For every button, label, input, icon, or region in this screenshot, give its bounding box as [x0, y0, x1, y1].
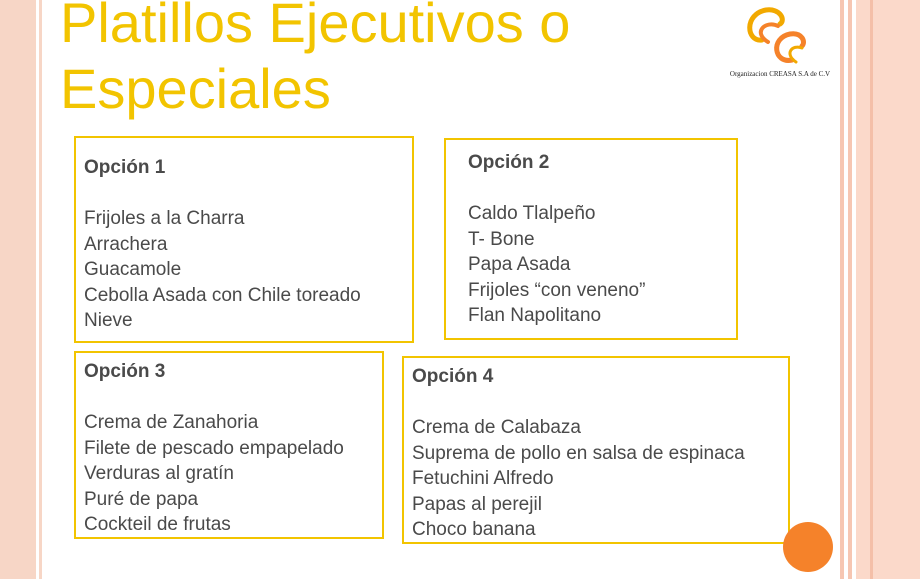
logo-caption: Organizacion CREASA S.A de C.V [729, 70, 831, 78]
right-decorative-stripe [856, 0, 920, 579]
list-item: Crema de Calabaza [412, 417, 581, 438]
list-item: Choco banana [412, 519, 536, 540]
option-3-box [74, 351, 384, 539]
option-2-items [468, 201, 736, 329]
option-1-title: Opción 1 [84, 157, 166, 178]
option-4-box [402, 356, 790, 544]
list-item: Guacamole [84, 259, 182, 280]
list-item: Cebolla Asada con Chile toreado [84, 284, 361, 306]
list-item: Filete de pescado empapelado [84, 437, 344, 459]
left-stripe-divider [36, 0, 39, 579]
slide-title: Platillos Ejecutivos o Especiales [60, 0, 571, 120]
orange-circle-decoration [783, 522, 833, 572]
option-3-items [84, 410, 382, 538]
option-2-box [444, 138, 738, 340]
option-4-items [412, 415, 788, 543]
list-item: Fetuchini Alfredo [412, 468, 554, 489]
right-stripe-line-1 [840, 0, 844, 579]
list-item: Crema de Zanahoria [84, 412, 259, 433]
list-item: Suprema de pollo en salsa de espinaca [412, 442, 745, 464]
list-item: T- Bone [468, 228, 535, 250]
list-item: Flan Napolitano [468, 305, 602, 326]
option-2-title: Opción 2 [468, 152, 550, 173]
list-item: Caldo Tlalpeño [468, 203, 596, 224]
list-item: Arrachera [84, 233, 168, 255]
option-1-box [74, 136, 414, 343]
right-stripe-line-2 [848, 0, 852, 579]
list-item: Papas al perejil [412, 493, 542, 515]
list-item: Cockteil de frutas [84, 514, 231, 535]
list-item: Frijoles a la Charra [84, 208, 245, 229]
option-3-title: Opción 3 [84, 361, 166, 382]
right-stripe-line-3 [870, 0, 873, 579]
list-item: Frijoles “con veneno” [468, 279, 646, 301]
option-1-items [84, 206, 412, 334]
option-4-title: Opción 4 [412, 366, 494, 387]
list-item: Verduras al gratín [84, 463, 234, 484]
list-item: Papa Asada [468, 254, 571, 275]
list-item: Puré de papa [84, 488, 199, 510]
list-item: Nieve [84, 310, 133, 331]
